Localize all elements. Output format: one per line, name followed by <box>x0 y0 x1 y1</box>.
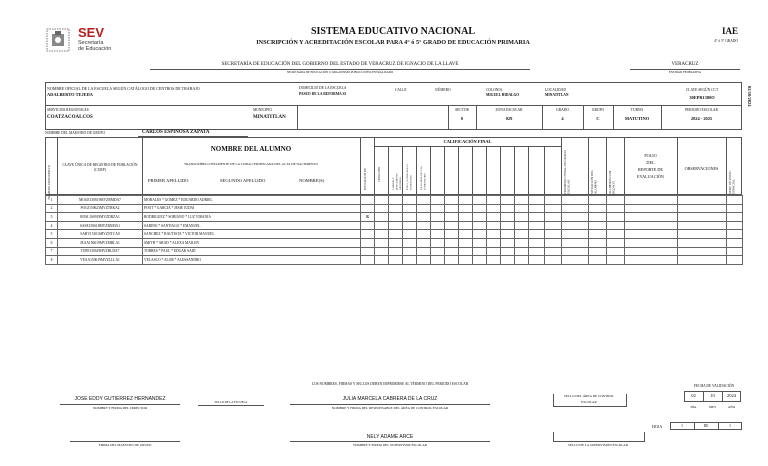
row-situacion-mark <box>361 230 375 239</box>
calif-col-3: ÉTICA, NATURALEZA Y SOCIEDADES <box>406 163 413 190</box>
empty-cell <box>727 213 743 222</box>
empty-cell <box>515 247 529 256</box>
empty-cell <box>417 238 431 247</box>
sector-value: 0 <box>460 116 464 121</box>
observaciones-header: OBSERVACIONES <box>684 166 719 171</box>
row-student-name: VELASCO * ALOR * ALESSANDRO <box>143 256 361 265</box>
empty-cell <box>529 221 545 230</box>
empty-cell <box>515 196 529 205</box>
empty-cell <box>545 213 562 222</box>
school-name-label: NOMBRE OFICIAL DE LA ESCUELA SEGÚN CATÁLOGO DE CENTROS DE TRABAJO <box>47 86 200 91</box>
empty-cell <box>607 196 625 205</box>
empty-cell <box>459 238 473 247</box>
empty-cell <box>607 213 625 222</box>
row-number: 8 <box>46 256 58 265</box>
empty-cell <box>678 247 727 256</box>
colonia-value: MIGUEL HIDALGO <box>486 93 520 97</box>
fecha-dia: 02 <box>691 393 696 398</box>
empty-cell <box>529 230 545 239</box>
empty-cell <box>487 213 501 222</box>
empty-cell <box>389 213 403 222</box>
row-situacion-mark <box>361 204 375 213</box>
empty-cell <box>445 247 459 256</box>
control-escolar-name: JULIA MARCELA CABRERA DE LA CRUZ <box>342 396 438 402</box>
student-table <box>45 195 743 265</box>
domicilio-value: PASEO DE LA REFORMA SI <box>299 92 346 96</box>
empty-cell <box>607 247 625 256</box>
folio-line-1: FOLIO <box>644 153 657 158</box>
empty-cell <box>403 221 417 230</box>
row-student-name: SABINO * SANTIAGO * EMANUEL <box>143 221 361 230</box>
row-curp: TOPE150618HVZRLDA7 <box>58 247 143 256</box>
rezago-header: ALUMNOS CON REZAGO <box>608 170 616 194</box>
hoja-total: 1 <box>729 424 731 428</box>
empty-cell <box>417 256 431 265</box>
supervisor-caption: NOMBRE Y FIRMA DEL SUPERVISOR ESCOLAR <box>353 443 427 447</box>
empty-cell <box>607 238 625 247</box>
cct-value: 30EPR1380O <box>689 95 715 100</box>
empty-cell <box>431 256 445 265</box>
empty-cell <box>487 256 501 265</box>
serv-educ-header: SERV. DE EDUC. ESPECIAL <box>728 170 736 194</box>
row-number: 2 <box>46 204 58 213</box>
row-number: 4 <box>46 221 58 230</box>
grado-label: GRADO <box>556 108 569 112</box>
form-title: SISTEMA EDUCATIVO NACIONAL <box>310 26 476 37</box>
calif-col-4: DE LO HUMANO Y LO COMUNITARIO <box>420 165 427 190</box>
empty-cell <box>417 221 431 230</box>
empty-cell <box>431 238 445 247</box>
empty-cell <box>625 221 678 230</box>
signatures-note: LOS NOMBRES, FIRMAS Y SELLOS DEBEN IMPRIMIRSE AL TÉRMINO DEL PERIODO ESCOLAR <box>311 382 469 386</box>
row-student-name: SMITH * ABAD * ALEXA MAILEN <box>143 238 361 247</box>
calif-col-2: SABERES Y PENSAMIENTO CIENTÍFICO <box>392 173 403 190</box>
empty-cell <box>545 196 562 205</box>
empty-cell <box>417 204 431 213</box>
localidad-value: MINATITLAN <box>545 93 569 97</box>
maestro-label: NOMBRE DEL MAESTRO DE GRUPO <box>45 131 105 135</box>
empty-cell <box>389 247 403 256</box>
empty-cell <box>445 230 459 239</box>
empty-cell <box>375 247 389 256</box>
sector-label: SECTOR <box>455 108 469 112</box>
localidad-label: LOCALIDAD <box>545 88 566 92</box>
row-number: 1 <box>46 196 58 205</box>
empty-cell <box>501 247 515 256</box>
empty-cell <box>727 196 743 205</box>
numero-label: NÚMERO <box>435 88 451 92</box>
row-number: 3 <box>46 213 58 222</box>
empty-cell <box>607 256 625 265</box>
empty-cell <box>562 196 589 205</box>
row-situacion-mark <box>361 221 375 230</box>
secretaria-name: SECRETARÍA DE EDUCACIÓN DEL GOBIERNO DEL ESTADO DE VERACRUZ DE IGNACIO DE LA LLAVE <box>221 62 459 67</box>
row-curp: MOGE150619MVZRMDA7 <box>58 196 143 205</box>
empty-cell <box>529 238 545 247</box>
empty-cell <box>545 238 562 247</box>
periodo-label: PERIODO ESCOLAR <box>685 108 718 112</box>
row-student-name: MORALES * GOMEZ * EDUARDO ADRIEL <box>143 196 361 205</box>
form-subtitle: INSCRIPCIÓN Y ACREDITACIÓN ESCOLAR PARA 4° ó 5° GRADO DE EDUCACIÓN PRIMARIA <box>256 39 530 46</box>
empty-cell <box>589 238 607 247</box>
municipio-label: MUNICIPIO <box>253 108 272 112</box>
empty-cell <box>625 256 678 265</box>
empty-cell <box>375 204 389 213</box>
empty-cell <box>445 221 459 230</box>
empty-cell <box>459 256 473 265</box>
empty-cell <box>473 213 487 222</box>
empty-cell <box>473 204 487 213</box>
table-row <box>46 196 743 205</box>
empty-cell <box>625 247 678 256</box>
empty-cell <box>403 247 417 256</box>
empty-cell <box>529 204 545 213</box>
empty-cell <box>445 256 459 265</box>
empty-cell <box>589 213 607 222</box>
empty-cell <box>562 213 589 222</box>
table-row <box>46 230 743 239</box>
empty-cell <box>501 238 515 247</box>
empty-cell <box>501 213 515 222</box>
row-curp: VEAA150619MVZLLLA1 <box>58 256 143 265</box>
empty-cell <box>487 247 501 256</box>
nombre-caption: TRANSCRÍBELO FIELMENTE DE LA COPIA CERTIFICADA DEL ACTA DE NACIMIENTO <box>184 162 318 166</box>
empty-cell <box>417 213 431 222</box>
empty-cell <box>501 221 515 230</box>
empty-cell <box>403 230 417 239</box>
form-code-sub: 4° ó 5° GRADO <box>714 39 738 43</box>
state-name: VERACRUZ <box>671 62 699 67</box>
empty-cell <box>727 221 743 230</box>
empty-cell <box>431 221 445 230</box>
folio-header <box>624 152 677 180</box>
supervisor-name: NELY ADAME ARCE <box>366 434 414 440</box>
empty-cell <box>473 247 487 256</box>
row-situacion-mark <box>361 238 375 247</box>
sello-escuela-label: SELLO DE LA ESCUELA <box>214 400 248 404</box>
empty-cell <box>545 256 562 265</box>
empty-cell <box>473 230 487 239</box>
sello-area-label: SELLO DEL ÁREA DE CONTROL ESCOLAR <box>564 394 614 404</box>
table-row <box>46 221 743 230</box>
empty-cell <box>529 196 545 205</box>
empty-cell <box>445 213 459 222</box>
situacion-header: SITUACIÓN DE <box>363 168 367 191</box>
empty-cell <box>501 256 515 265</box>
cct-label: CLAVE SEGÚN CCT <box>685 88 719 92</box>
empty-cell <box>562 221 589 230</box>
empty-cell <box>515 221 529 230</box>
row-number: 7 <box>46 247 58 256</box>
empty-cell <box>459 204 473 213</box>
empty-cell <box>501 196 515 205</box>
empty-cell <box>589 247 607 256</box>
empty-cell <box>501 230 515 239</box>
empty-cell <box>417 196 431 205</box>
empty-cell <box>607 221 625 230</box>
empty-cell <box>403 238 417 247</box>
empty-cell <box>727 238 743 247</box>
coat-of-arms-icon <box>44 26 72 54</box>
empty-cell <box>389 238 403 247</box>
fecha-anio: 2024 <box>726 393 737 398</box>
empty-cell <box>727 247 743 256</box>
logo-line2: de Educación <box>78 46 112 52</box>
empty-cell <box>459 221 473 230</box>
empty-cell <box>431 247 445 256</box>
empty-cell <box>515 256 529 265</box>
empty-cell <box>431 204 445 213</box>
segundo-apellido-header: SEGUNDO APELLIDO <box>220 178 266 183</box>
empty-cell <box>678 256 727 265</box>
domicilio-label: DOMICILIO DE LA ESCUELA <box>299 86 347 90</box>
empty-cell <box>515 230 529 239</box>
empty-cell <box>562 256 589 265</box>
empty-cell <box>487 238 501 247</box>
numero-progresivo-header: NÚMERO PROGRESIVO <box>47 165 51 200</box>
empty-cell <box>589 204 607 213</box>
empty-cell <box>589 196 607 205</box>
empty-cell <box>545 221 562 230</box>
empty-cell <box>678 196 727 205</box>
row-situacion-mark: R <box>361 213 375 222</box>
empty-cell <box>431 213 445 222</box>
empty-cell <box>529 247 545 256</box>
empty-cell <box>487 230 501 239</box>
empty-cell <box>403 213 417 222</box>
director-name: JOSE EDDY GUTIERREZ HERNANDEZ <box>74 396 166 402</box>
mes-label: MES <box>709 405 716 409</box>
row-student-name: TORRES * PAUL * EDGAR SAID <box>143 247 361 256</box>
empty-cell <box>727 204 743 213</box>
empty-cell <box>562 204 589 213</box>
empty-cell <box>375 221 389 230</box>
empty-cell <box>445 238 459 247</box>
empty-cell <box>487 221 501 230</box>
empty-cell <box>545 204 562 213</box>
empty-cell <box>375 213 389 222</box>
grupo-label: GRUPO <box>591 108 605 112</box>
empty-cell <box>625 238 678 247</box>
school-name: ADALBERTO TEJEDA <box>47 92 93 97</box>
empty-cell <box>445 204 459 213</box>
empty-cell <box>459 247 473 256</box>
row-number: 5 <box>46 230 58 239</box>
sello-supervision-bracket <box>553 432 645 442</box>
empty-cell <box>473 256 487 265</box>
secretaria-caption: SECRETARÍA DE EDUCACIÓN U ORGANISMO PÚBLICO DESCENTRALIZADO <box>286 70 394 74</box>
row-student-name: RODRIGUEZ * SORIANO * LUZ VIRANIA <box>143 213 361 222</box>
empty-cell <box>417 247 431 256</box>
empty-cell <box>727 256 743 265</box>
nombres-header: NOMBRE(S) <box>299 178 325 183</box>
row-curp: POGJ150623MVZTRKA2 <box>58 204 143 213</box>
empty-cell <box>375 196 389 205</box>
anio-label: AÑO <box>727 405 736 409</box>
empty-cell <box>515 238 529 247</box>
table-row <box>46 247 743 256</box>
calificacion-final-header: CALIFICACIÓN FINAL <box>443 139 492 144</box>
row-number: 6 <box>46 238 58 247</box>
empty-cell <box>678 204 727 213</box>
row-curp: SABV151016HVZNTCA0 <box>58 230 143 239</box>
empty-cell <box>431 230 445 239</box>
table-row <box>46 204 743 213</box>
empty-cell <box>473 221 487 230</box>
empty-cell <box>727 230 743 239</box>
folio-line-4: EVALUACIÓN <box>637 174 664 179</box>
row-curp: JEAA150619MVZMBLA1 <box>58 238 143 247</box>
empty-cell <box>515 213 529 222</box>
empty-cell <box>589 230 607 239</box>
empty-cell <box>389 204 403 213</box>
empty-cell <box>562 238 589 247</box>
empty-cell <box>459 213 473 222</box>
grupo-value: C <box>596 116 600 121</box>
side-date-code: 02/10/2024 <box>747 86 752 107</box>
empty-cell <box>515 204 529 213</box>
empty-cell <box>607 204 625 213</box>
empty-cell <box>589 256 607 265</box>
servicios-value: COATZACOALCOS <box>47 115 93 120</box>
empty-cell <box>625 230 678 239</box>
row-situacion-mark <box>361 256 375 265</box>
table-row <box>46 213 743 222</box>
empty-cell <box>625 196 678 205</box>
empty-cell <box>445 196 459 205</box>
nombre-alumno-header: NOMBRE DEL ALUMNO <box>210 145 292 153</box>
empty-cell <box>389 256 403 265</box>
empty-cell <box>562 247 589 256</box>
folio-line-3: REPORTE DE <box>638 167 663 172</box>
control-escolar-caption: NOMBRE Y FIRMA DEL RESPONSABLE DEL ÁREA DE CONTROL ESCOLAR <box>331 406 449 410</box>
row-situacion-mark <box>361 196 375 205</box>
empty-cell <box>545 247 562 256</box>
empty-cell <box>529 256 545 265</box>
empty-cell <box>545 230 562 239</box>
empty-cell <box>417 230 431 239</box>
grado-value: 4 <box>561 116 564 121</box>
empty-cell <box>431 196 445 205</box>
logo-line1: Secretaría <box>78 40 104 46</box>
servicios-label: SERVICIOS REGIONALES <box>47 108 89 112</box>
empty-cell <box>678 213 727 222</box>
table-row <box>46 238 743 247</box>
empty-cell <box>607 230 625 239</box>
row-student-name: SANCHEZ * BAUTISTA * VICTOR MANUEL <box>143 230 361 239</box>
empty-cell <box>678 238 727 247</box>
hoja-label: HOJA <box>652 424 663 429</box>
empty-cell <box>375 238 389 247</box>
empty-cell <box>459 230 473 239</box>
row-curp: SASE150618MVZBNMA1 <box>58 221 143 230</box>
curp-header: CLAVE ÚNICA DE REGISTRO DE POBLACIÓN (CURP) <box>62 163 138 172</box>
fecha-mes: 10 <box>710 393 715 398</box>
municipio-value: MINATITLAN <box>253 115 286 120</box>
row-student-name: POOT * GARCIA * JESIE JUDAI <box>143 204 361 213</box>
empty-cell <box>389 221 403 230</box>
turno-label: TURNO <box>630 108 644 112</box>
row-situacion-mark <box>361 247 375 256</box>
empty-cell <box>375 230 389 239</box>
form-code: IAE <box>721 26 738 36</box>
empty-cell <box>562 230 589 239</box>
hoja-de: DE <box>703 424 709 428</box>
empty-cell <box>487 196 501 205</box>
row-curp: ROSL160919MVZDRZA1 <box>58 213 143 222</box>
empty-cell <box>459 196 473 205</box>
maestro-value: CARLOS ESPINOSA ZAPATA <box>142 130 210 135</box>
dia-label: DÍA <box>690 405 697 409</box>
empty-cell <box>389 230 403 239</box>
zona-label: ZONA ESCOLAR <box>495 108 523 112</box>
empty-cell <box>529 213 545 222</box>
promedio-header: PROMEDIO FINAL DE GRADO ESCOLAR <box>563 150 571 194</box>
fecha-validacion-label: FECHA DE VALIDACIÓN <box>693 384 735 388</box>
empty-cell <box>589 221 607 230</box>
empty-cell <box>473 238 487 247</box>
empty-cell <box>403 204 417 213</box>
periodo-value: 2024 - 2025 <box>690 116 713 121</box>
empty-cell <box>678 230 727 239</box>
maestro-firma-caption: FIRMA DEL MAESTRO DE GRUPO <box>98 443 152 447</box>
sello-supervision-label: SELLO DE LA SUPERVISIÓN ESCOLAR <box>567 443 628 447</box>
logo-name: SEV <box>78 25 105 40</box>
colonia-label: COLONIA <box>486 88 503 92</box>
empty-cell <box>625 204 678 213</box>
empty-cell <box>678 221 727 230</box>
situacion-final-header: SITUACIÓN DEL ALUMNO <box>590 169 598 194</box>
empty-cell <box>375 256 389 265</box>
folio-line-2: DEL <box>646 160 655 165</box>
director-caption: NOMBRE Y FIRMA DEL DIRECTOR <box>92 406 147 410</box>
turno-value: MATUTINO <box>624 116 650 121</box>
sev-logo <box>44 26 124 54</box>
zona-value: 029 <box>505 116 513 121</box>
empty-cell <box>625 213 678 222</box>
empty-cell <box>389 196 403 205</box>
state-caption: ENTIDAD FEDERATIVA <box>668 70 702 74</box>
calif-col-1: LENGUAJES <box>378 167 381 182</box>
empty-cell <box>473 196 487 205</box>
table-row <box>46 256 743 265</box>
empty-cell <box>403 256 417 265</box>
empty-cell <box>501 204 515 213</box>
hoja-number: 1 <box>681 424 683 428</box>
empty-cell <box>487 204 501 213</box>
calle-label: CALLE <box>395 88 407 92</box>
empty-cell <box>403 196 417 205</box>
primer-apellido-header: PRIMER APELLIDO <box>148 178 189 183</box>
